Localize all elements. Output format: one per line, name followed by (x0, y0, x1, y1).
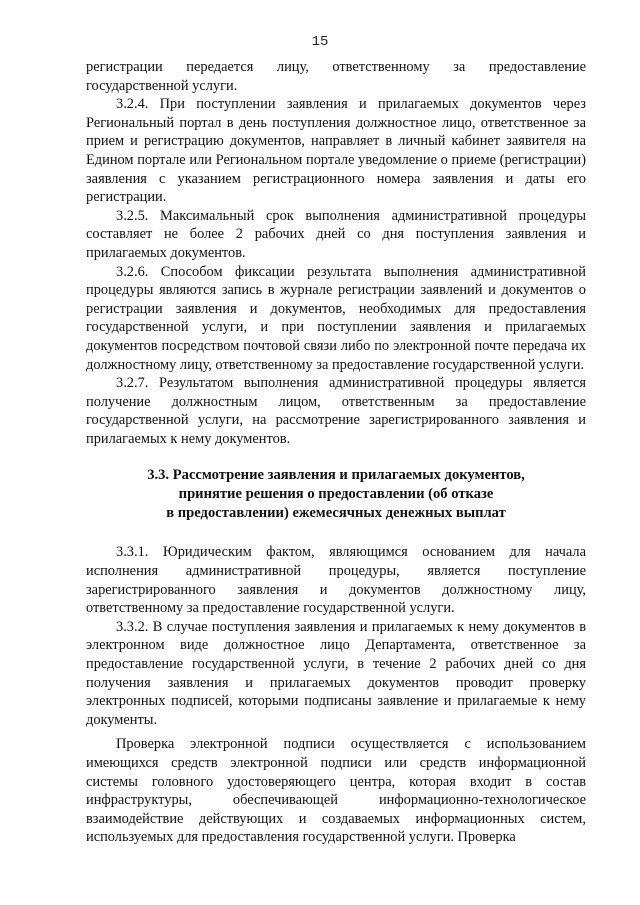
section-heading-line-1: 3.3. Рассмотрение заявления и прилагаемых документов, (147, 467, 525, 484)
document-body (86, 58, 586, 847)
paragraph-3-2-4: 3.2.4. При поступлении заявления и прилагаемых документов через Региональный портал в день поступления должностное лицо, ответственное за прием и регистрацию документов, направляет в личный кабинет заявителя на Едином портале или Региональном портале уведомление о приеме (регистрации) заявления с указанием регистрационного номера заявления и даты его регистрации. (86, 96, 586, 206)
paragraph-3-3-1: 3.3.1. Юридическим фактом, являющимся основанием для начала исполнения административной процедуры, является поступление зарегистрированного заявления и документов должностному лицу, ответственному за предоставление государственной услуги. (86, 544, 586, 617)
paragraph-3-2-5: 3.2.5. Максимальный срок выполнения административной процедуры составляет не более 2 рабочих дней со дня поступления заявления и прилагаемых документов. (86, 207, 586, 261)
section-heading (86, 466, 586, 523)
paragraph-continuation: регистрации передается лицу, ответственному за предоставление государственной услуги. (86, 59, 586, 94)
paragraph-3-3-2: 3.3.2. В случае поступления заявления и прилагаемых к нему документов в электронном виде должностное лицо Департамента, ответственное за предоставление государственной услуги, в течение 2 рабочих дней со дня получения заявления и прилагаемых документов проводит проверку электронных подписей, которыми подписаны заявление и прилагаемые к нему документы. (86, 618, 586, 728)
section-heading-line-2: принятие решения о предоставлении (об отказе (178, 486, 494, 503)
paragraph-signature-check: Проверка электронной подписи осуществляется с использованием имеющихся средств электронной подписи или средств информационной системы головного удостоверяющего центра, которая входит в состав инфраструктуры, обеспечивающей информационно-технологическое взаимодействие действующих и создаваемых информационных систем, используемых для предоставления государственной услуги. Проверка (86, 736, 586, 846)
paragraph-3-2-6: 3.2.6. Способом фиксации результата выполнения административной процедуры являются запись в журнале регистрации заявлений и документов о регистрации заявления и документов, необходимых для предоставления государственной услуги, и при поступлении заявления и прилагаемых документов посредством почтовой связи либо по электронной почте передача их должностному лицу, ответственному за предоставление государственной услуги. (86, 263, 586, 373)
section-heading-line-3: в предоставлении) ежемесячных денежных выплат (166, 505, 506, 522)
page-number: 15 (311, 34, 329, 50)
paragraph-3-2-7: 3.2.7. Результатом выполнения административной процедуры является получение должностным лицом, ответственным за предоставление государственной услуги, на рассмотрение зарегистрированного заявления и прилагаемых к нему документов. (86, 375, 586, 447)
